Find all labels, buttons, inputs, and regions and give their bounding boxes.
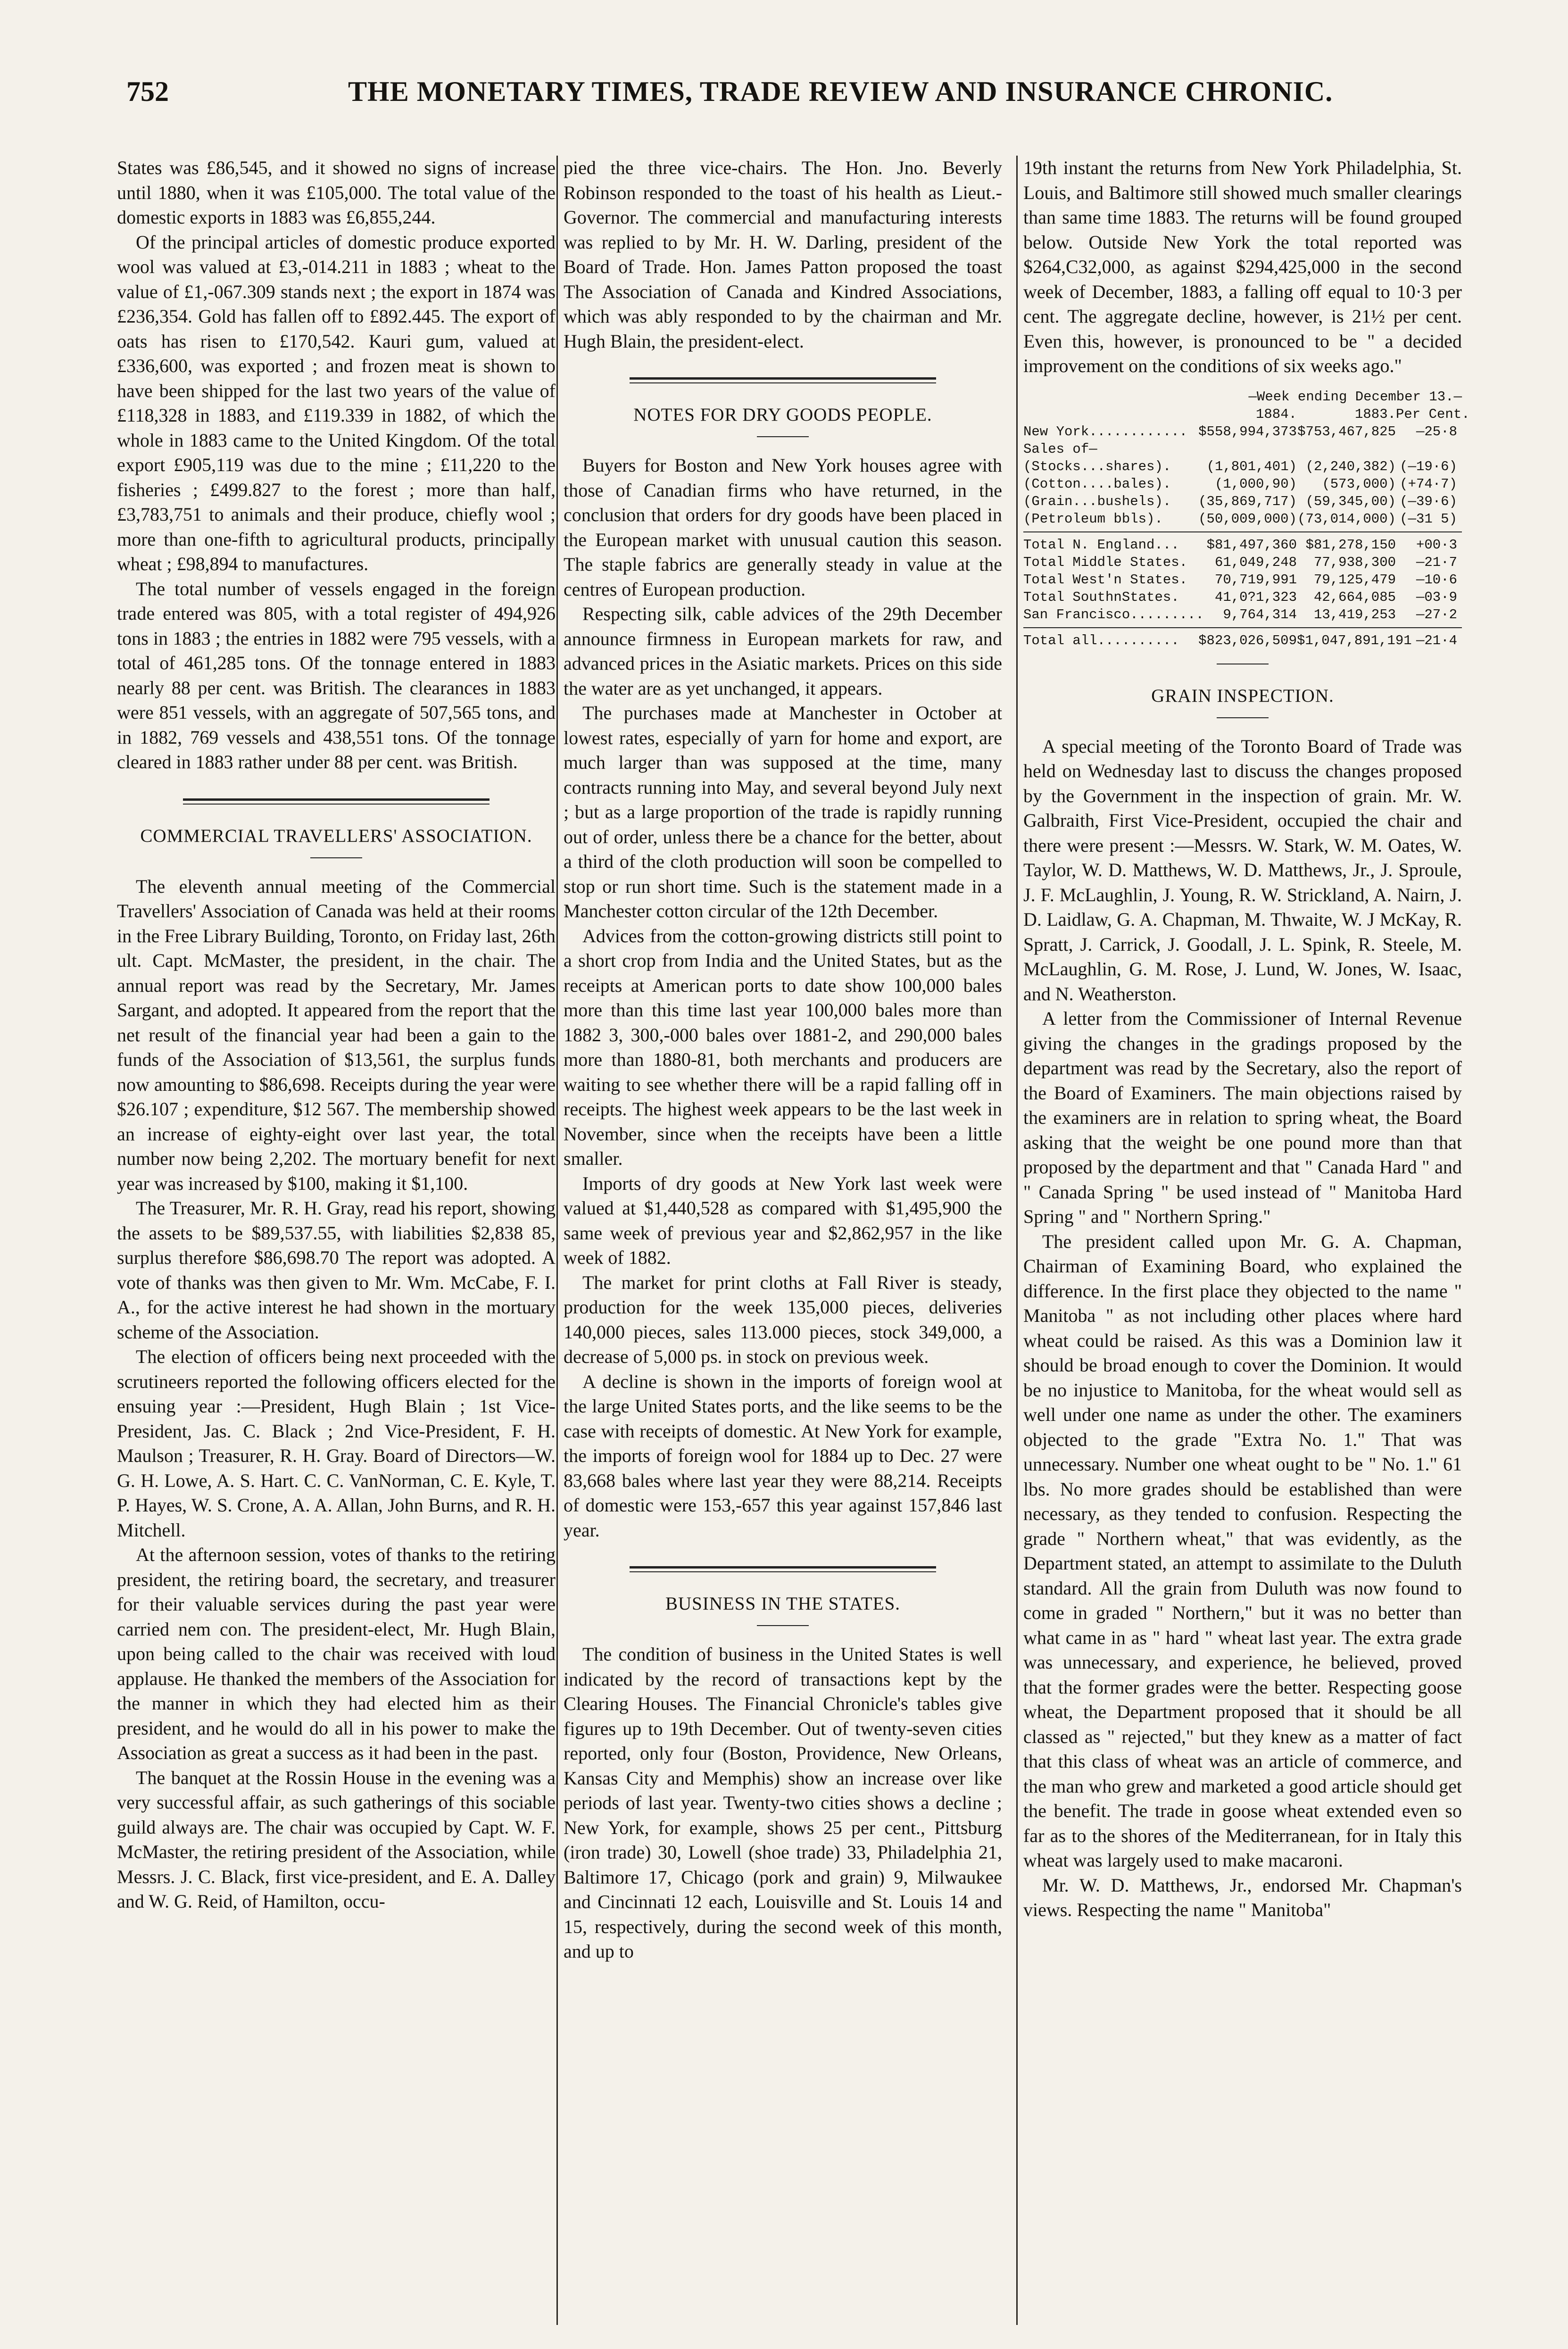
table-cell: (2,240,382) [1305,458,1396,474]
section-rule [630,377,936,383]
table-row [1023,458,1462,475]
table-cell: (—31 5) [1400,511,1457,527]
paragraph: The condition of business in the United States is well indicated by the record of transactions kept by the Clearing Houses. The Financial Chronicle's tables give figures up to 19th December. Out of twenty-seven cities reported, only four (Boston, Providence, New Orleans, Kansas City and Memphis) show an increase over like periods of last year. Twenty-two cities shows a decline ; New York, for example, shows 25 per cent., Pittsburg (iron trade) 30, Lowell (shoe trade) 33, Philadelphia 21, Baltimore 17, Chicago (pork and grain) 9, Milwaukee and Cincinnati 12 each, Louisville and St. Louis 14 and 15, respectively, during the second week of this month, and up to [564,1643,1002,1962]
table-cell: —25·8 [1416,423,1457,440]
paragraph: A letter from the Commissioner of Internal Revenue giving the changes in the gradings proposed by the department was read by the Secretary, also the report of the Board of Examiners. The main objections raised by the examiners are in relation to spring wheat, the Board asking that the weight be one pound more than that proposed by the department and that " Canada Hard " and " Canada Spring " be used instead of " Manitoba Hard Spring " and " Northern Spring." [1023,1008,1462,1227]
table-cell: Total SouthnStates. [1023,589,1179,605]
paragraph: The purchases made at Manchester in October at lowest rates, especially of yarn for home and export, are much larger than was supposed at the time, many contracts running into May, and several beyond July next ; but as a large proportion of the trade is rapidly running out of order, unless there be a chance for the better, about a third of the cloth production will soon be compelled to stop or run short time. Such is the statement made in a Manchester cotton circular of the 12th December. [564,702,1002,921]
table-cell: San Francisco......... [1023,606,1204,623]
table-cell: —27·2 [1416,606,1457,623]
table-cell: 79,125,479 [1313,572,1396,588]
table-cell: (Grain...bushels). [1023,493,1171,509]
table-cell: (573,000) [1322,476,1396,492]
paragraph: The market for print cloths at Fall River is steady, production for the week 135,000 pieces, deliveries 140,000 pieces, sales 113.000 pieces, stock 349,000, a decrease of 5,000 ps. in stock on previous week. [564,1271,1002,1367]
table-header-cell: 1884. [1255,406,1297,422]
title-rule [757,436,809,437]
section-title: COMMERCIAL TRAVELLERS' ASSOCIATION. [140,825,532,846]
table-row [1023,423,1462,440]
section-rule [630,1566,936,1572]
table-cell: $81,497,360 [1206,537,1297,553]
table-cell: Total West'n States. [1023,572,1188,588]
column-3 [1023,156,1470,2325]
table-row [1023,510,1462,528]
page-header [126,71,1485,123]
paragraph: The total number of vessels engaged in the foreign trade entered was 805, with a total register of 494,926 tons in 1883 ; the entries in 1882 were 795 vessels, with a total of 461,285 tons. Of the tonnage entered in 1883 nearly 88 per cent. was British. The clearances in 1883 were 851 vessels, with an aggregate of 507,565 tons, and in 1882, 769 vessels and 438,551 tons. Of the tonnage cleared in 1883 rather under 88 per cent. was British. [117,578,556,772]
table-cell: —21·4 [1416,632,1457,648]
column-2 [564,156,1002,2325]
table-cell: (—19·6) [1400,458,1457,474]
paragraph: Imports of dry goods at New York last week were valued at $1,440,528 as compared with $1,495,900 the same week of previous year and $2,862,957 in the like week of 1882. [564,1172,1002,1268]
table-header-cell: Per Cent. [1396,406,1470,422]
paragraph: 19th instant the returns from New York Philadelphia, St. Louis, and Baltimore still showed much smaller clearings than same time 1883. The returns will be found grouped below. Outside New York the total reported was $264,C32,000, as against $294,425,000 in the second week of December, 1883, a falling off equal to 10·3 per cent. The aggregate decline, however, is 21½ per cent. Even this, however, is pronounced to be " a decided improvement on the conditions of six weeks ago." [1023,157,1462,376]
masthead: THE MONETARY TIMES, TRADE REVIEW AND INSURANCE CHRONIC. [348,76,1333,107]
table-row [1023,440,1462,458]
paragraph: Of the principal articles of domestic produce exported wool was valued at £3,-014.211 in 1883 ; wheat to the value of £1,-067.309 stands next ; the export in 1874 was £236,354. Gold has fallen off to £892.445. The export of oats has risen to £170,542. Kauri gum, valued at £336,600, was exported ; and frozen meat is shown to have been shipped for the last two years of the value of £118,328 in 1883, and £119.339 in 1882, of which the whole in 1883 came to the United Kingdom. Of the total export £905,119 was due to the mine ; £11,220 to the fisheries ; £499.827 to the forest ; more than half, £3,783,751 to animals and their produce, chiefly wool ; more than one-fifth to agricultural products, principally wheat ; £98,894 to manufactures. [117,231,556,574]
table-cell: Total Middle States. [1023,554,1188,570]
table-cell: 77,938,300 [1313,554,1396,570]
table-cell: 41,0?1,323 [1214,589,1297,605]
paragraph: Advices from the cotton-growing districts still point to a short crop from India and the United States, but as the receipts at American ports to date show 100,000 bales more than this time last year 100,000 bales more than 1882 3, 300,-000 bales over 1881-2, and 290,000 bales more than 1880-81, both merchants and producers are waiting to see whether there will be a rapid falling off in receipts. The highest week appears to be the last week in November, since when the receipts have been a little smaller. [564,925,1002,1169]
table-cell: (50,009,000) [1198,511,1297,527]
paragraph: pied the three vice-chairs. The Hon. Jno. Beverly Robinson responded to the toast of his health as Lieut.-Governor. The commercial and manufacturing interests was replied to by Mr. H. W. Darling, president of the Board of Trade. Hon. James Patton proposed the toast The Association of Canada and Kindred Associations, which was ably responded to by the chairman and Mr. Hugh Blain, the president-elect. [564,157,1002,352]
table-cell: (59,345,00) [1305,493,1396,509]
table-header-cell [1023,406,1198,423]
table-cell: 70,719,991 [1214,572,1297,588]
table-header-cell: 1883. [1354,406,1396,422]
table-rule [1023,531,1462,532]
table-cell: (1,000,90) [1214,476,1297,492]
paragraph: Buyers for Boston and New York houses agree with those of Canadian firms who have returned, in the conclusion that orders for dry goods have been placed in the European market with unusual caution this season. The staple fabrics are generally steady in value at the centres of European production. [564,455,1002,600]
table-cell [1396,440,1457,458]
paragraph: Respecting silk, cable advices of the 29th December announce firmness in European markets for raw, and advanced prices in the Asiatic markets. Prices on this side the water are as yet unchanged, it appears. [564,603,1002,699]
title-rule [757,1625,809,1626]
table-cell: Total all.......... [1023,632,1179,648]
section-rule [183,798,489,805]
table-caption: —Week ending December 13.— [1248,389,1462,405]
table-cell: (73,014,000) [1297,511,1396,527]
table-header-row [1023,406,1470,423]
paragraph: The election of officers being next proceeded with the scrutineers reported the following officers elected for the ensuing year :—President, Hugh Blain ; 1st Vice-President, Jas. C. Black ; 2nd Vice-President, F. H. Maulson ; Treasurer, R. H. Gray. Board of Directors—W. G. H. Lowe, A. S. Hart. C. C. VanNorman, C. E. Kyle, T. P. Hayes, W. S. Crone, A. A. Allan, John Burns, and R. H. Mitchell. [117,1346,556,1541]
paragraph: A decline is shown in the imports of foreign wool at the large United States ports, and the like seems to be the case with receipts of domestic. At New York for example, the imports of foreign wool for 1884 up to Dec. 27 were 83,668 bales where last year they were 88,214. Receipts of domestic were 153,-657 this year against 157,846 last year. [564,1370,1002,1541]
table-cell: $753,467,825 [1297,423,1396,440]
title-rule [310,857,362,858]
table-cell: (Cotton....bales). [1023,476,1171,492]
table-cell: $81,278,150 [1305,537,1396,553]
table-cell: (1,801,401) [1206,458,1297,474]
table-cell: 61,049,248 [1214,554,1297,570]
paragraph: The eleventh annual meeting of the Commercial Travellers' Association of Canada was held at their rooms in the Free Library Building, Toronto, on Friday last, 26th ult. Capt. McMaster, the president, in the chair. The annual report was read by the Secretary, Mr. James Sargant, and adopted. It appeared from the report that the net result of the financial year had been a gain to the funds of the Association of $13,561, the surplus funds now amounting to $86,698. Receipts during the year were $26.107 ; expenditure, $12 567. The membership showed an increase of eighty-eight over last year, the total number now being 2,202. The mortuary benefit for next year was increased by $100, making it $1,100. [117,875,556,1194]
column-divider [556,156,558,2325]
table-cell [1297,440,1396,458]
table-row [1023,571,1462,589]
table-cell: (35,869,717) [1198,493,1297,509]
paragraph: Mr. W. D. Matthews, Jr., endorsed Mr. Chapman's views. Respecting the name " Manitoba" [1023,1874,1462,1920]
section-title: BUSINESS IN THE STATES. [665,1594,901,1614]
section-title: GRAIN INSPECTION. [1151,685,1334,706]
table-cell: (+74·7) [1400,476,1457,492]
table-cell: Total N. England... [1023,537,1179,553]
column-divider [1016,156,1018,2325]
table-cell: +00·3 [1416,537,1457,553]
table-total-row [1023,632,1462,649]
paragraph: The president called upon Mr. G. A. Chapman, Chairman of Examining Board, who explained the difference. In the first place they objected to the name " Manitoba " as not including other places where hard wheat could be raised. As this was a Dominion law it should be broad enough to cover the Dominion. It would be no injustice to Manitoba, for the wheat would sell as well under one name as under the other. The examiners objected to the grade "Extra No. 1." That was unnecessary. Number one wheat ought to be " No. 1." 61 lbs. No more grades should be established than were necessary, as they tended to confusion. Respecting the grade " Northern wheat," that was evidently, as the Department stated, an attempt to assimilate to the Duluth standard. All the grain from Duluth was now found to come in graded " Northern," but it was no better than what came in as " hard " wheat last year. The extra grade was unnecessary, and experience, he believed, proved that the former grades were the better. Respecting goose wheat, the Department proposed that it should be all classed as " rejected," but they knew as a matter of fact that this class of wheat was an article of commerce, and the man who grew and marketed a good article should get the benefit. The trade in goose wheat extended even so far as to the shores of the Mediterranean, for in Italy this wheat was largely used to make macaroni. [1023,1230,1462,1871]
table-cell: —21·7 [1416,554,1457,570]
table-cell: —03·9 [1416,589,1457,605]
table-cell: 42,664,085 [1313,589,1396,605]
table-row [1023,589,1462,606]
table-cell: $1,047,891,191 [1297,632,1412,648]
paragraph: At the afternoon session, votes of thanks to the retiring president, the retiring board, the secretary, and treasurer for their valuable services during the past year were carried nem con. The president-elect, Mr. Hugh Blain, upon being called to the chair was received with loud applause. He thanked the members of the Association for the manner in which they had elected him as their president, and he would do all in his power to make the Association as great a success as it had been in the past. [117,1544,556,1763]
table-cell: —10·6 [1416,572,1457,588]
table-row [1023,493,1462,510]
paragraph: The Treasurer, Mr. R. H. Gray, read his report, showing the assets to be $89,537.55, with liabilities $2,838 85, surplus therefore $86,698.70 The report was adopted. A vote of thanks was then given to Mr. Wm. McCabe, F. I. A., for the active interest he had shown in the mortuary scheme of the Association. [117,1197,556,1343]
section-title: NOTES FOR DRY GOODS PEOPLE. [633,405,932,425]
table-cell: (Stocks...shares). [1023,458,1171,474]
table-cell: 13,419,253 [1313,606,1396,623]
column-1 [117,156,556,2325]
table-cell: Sales of— [1023,441,1097,457]
paragraph: The banquet at the Rossin House in the evening was a very successful affair, as such gatherings of this sociable guild always are. The chair was occupied by Capt. W. F. McMaster, the retiring president of the Association, while Messrs. J. C. Black, first vice-president, and E. A. Dalley and W. G. Reid, of Hamilton, occu- [117,1767,556,1912]
table-cell: 9,764,314 [1223,606,1297,623]
page-number: 752 [126,76,169,107]
table-row [1023,554,1462,571]
table-cell: $823,026,509 [1198,632,1297,648]
paragraph: States was £86,545, and it showed no signs of increase until 1880, when it was £105,000. The total value of the domestic exports in 1883 was £6,855,244. [117,157,556,228]
table-rule [1023,627,1462,628]
table-cell [1198,440,1297,458]
table-cell: New York............ [1023,423,1188,440]
title-rule [1217,717,1269,718]
table-cell: (—39·6) [1400,493,1457,509]
table-row [1023,475,1462,493]
clearings-table [1023,388,1470,649]
table-cell: (Petroleum bbls). [1023,511,1163,527]
table-cell: $558,994,373 [1198,423,1297,440]
table-row [1023,536,1462,554]
paragraph: A special meeting of the Toronto Board of Trade was held on Wednesday last to discuss the changes proposed by the Government in the inspection of grain. Mr. W. Galbraith, First Vice-President, occupied the chair and there were present :—Messrs. W. Stark, W. M. Oates, W. Taylor, W. D. Matthews, W. D. Matthews, Jr., J. Sproule, J. F. McLaughlin, J. Young, R. W. Strickland, A. Nairn, J. D. Laidlaw, G. A. Chapman, M. Thwaite, W. J McKay, R. Spratt, J. Carrick, J. Goodall, J. L. Spink, R. Steele, M. McLaughlin, G. M. Rose, J. Lund, W. Jones, W. Isaac, and N. Weatherston. [1023,735,1462,1004]
table-row [1023,606,1462,623]
